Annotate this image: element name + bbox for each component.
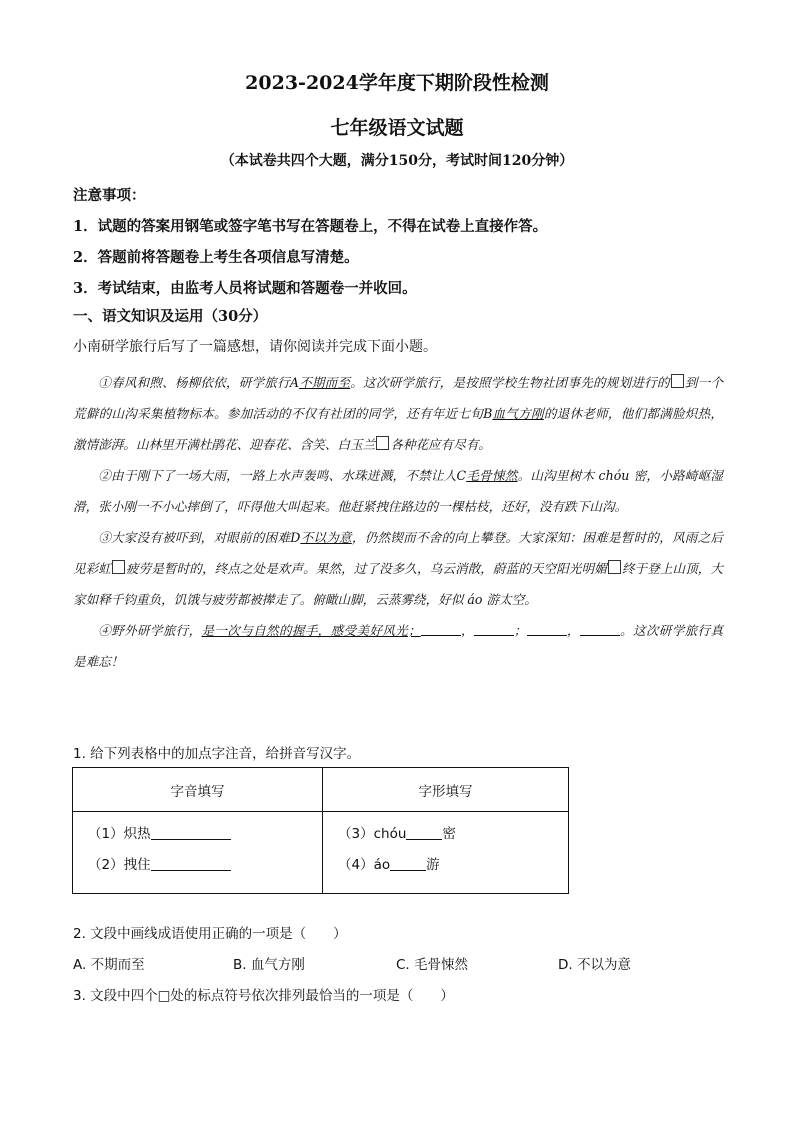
- answer-blank[interactable]: [406, 825, 442, 840]
- punctuation-box: [608, 560, 621, 574]
- item-label: （2）拽住: [88, 857, 151, 873]
- notes-item: 1．试题的答案用钢笔或签字笔书写在答题卷上，不得在试卷上直接作答。: [73, 218, 548, 235]
- passage-text: 。山沟里树木 chóu 密，小路崎岖湿滑，张小刚一不小心摔倒了，吓得他大叫起来。他赶紧拽住路边的一棵枯枝，还好，没有跌下山沟。: [73, 468, 723, 514]
- punctuation-box: [376, 436, 389, 450]
- notes-item: 3．考试结束，由监考人员将试题和答题卷一并收回。: [73, 280, 417, 297]
- idiom-a: 不期而至: [298, 375, 351, 390]
- exam-title: 2023-2024学年度下期阶段性检测: [245, 72, 549, 94]
- passage-paragraph-1: [73, 367, 723, 460]
- item-label: （4）áo: [338, 857, 391, 873]
- underlined-sentence: 是一次与自然的握手，感受美好风光；: [201, 623, 421, 638]
- passage-text: 。这次研学旅行真是难忘！: [73, 623, 724, 669]
- answer-blank[interactable]: [474, 623, 514, 636]
- passage-text: 的退休老师，他们都满脸炽热，激情澎湃。山林里开满杜鹃花、迎春花、含笑、白玉兰: [73, 406, 723, 452]
- passage-text: ，仍然锲而不舍的向上攀登。大家深知：困难是暂时的，风雨之后见彩虹: [73, 530, 724, 576]
- option-a[interactable]: A. 不期而至: [73, 957, 145, 973]
- passage-paragraph-4: ④野外研学旅行，是一次与自然的握手，感受美好风光； ， ； ， 。这次研学旅行真是难忘！: [73, 623, 724, 669]
- table-header-character: 字形填写: [323, 768, 569, 812]
- passage-text: 疲劳是暂时的，终点之处是欢声。果然，过了没多久，乌云消散，蔚蓝的天空阳光明媚: [125, 561, 607, 576]
- punctuation-box: [671, 374, 684, 388]
- answer-blank[interactable]: [421, 623, 461, 636]
- table-header-pronunciation: 字音填写: [73, 768, 323, 812]
- reading-passage: [73, 367, 723, 677]
- option-d[interactable]: D. 不以为意: [558, 957, 631, 973]
- answer-blank[interactable]: [151, 825, 231, 840]
- question-3-stem: 3. 文段中四个□处的标点符号依次排列最恰当的一项是（ ）: [73, 988, 454, 1004]
- pronunciation-cell: [73, 812, 323, 894]
- section-heading: 一、语文知识及运用（30分）: [73, 308, 268, 325]
- idiom-d: 不以为意: [300, 530, 352, 545]
- answer-blank[interactable]: [580, 623, 620, 636]
- passage-text: ②由于刚下了一场大雨，一路上水声轰鸣、水珠迸溅，不禁让人C: [98, 468, 467, 483]
- item-label: 游: [426, 857, 440, 873]
- answer-blank[interactable]: [527, 623, 567, 636]
- item-label: 密: [442, 826, 456, 842]
- option-c[interactable]: C. 毛骨悚然: [396, 957, 469, 973]
- question-2-stem: 2. 文段中画线成语使用正确的一项是（ ）: [73, 926, 347, 942]
- passage-paragraph-3: [73, 522, 723, 615]
- character-item: [324, 850, 567, 881]
- notes-block: [73, 180, 733, 304]
- passage-paragraph-2: [73, 460, 723, 522]
- passage-text: 各种花应有尽有。: [390, 437, 491, 452]
- item-label: （3）chóu: [338, 826, 407, 842]
- passage-text: 到一个荒僻的山沟采集植物标本。参加活动的不仅有社团的同学，还有年近七旬B: [73, 375, 724, 421]
- exam-subtitle: （本试卷共四个大题，满分150分，考试时间120分钟）: [220, 153, 574, 169]
- pronunciation-item: [74, 850, 321, 881]
- idiom-c: 毛骨悚然: [466, 468, 518, 483]
- answer-blank[interactable]: [151, 856, 231, 871]
- pronunciation-item: [74, 819, 321, 850]
- passage-text: 。这次研学旅行，是按照学校生物社团事先的规划进行的: [350, 375, 670, 390]
- character-item: [324, 819, 567, 850]
- passage-text: ④野外研学旅行，: [98, 623, 202, 638]
- character-cell: [323, 812, 569, 894]
- punctuation-box: [112, 560, 125, 574]
- answer-blank[interactable]: [390, 856, 426, 871]
- notes-heading: 注意事项：: [73, 187, 146, 204]
- passage-text: ③大家没有被吓到，对眼前的困难D: [98, 530, 301, 545]
- item-label: （1）炽热: [88, 826, 151, 842]
- passage-text: ①春风和煦、杨柳依依，研学旅行A: [98, 375, 299, 390]
- exam-subject: 七年级语文试题: [330, 117, 464, 139]
- question-1-stem: 1. 给下列表格中的加点字注音，给拼音写汉字。: [73, 746, 361, 762]
- idiom-b: 血气方刚: [492, 406, 544, 421]
- notes-item: 2．答题前将答题卷上考生各项信息写清楚。: [73, 249, 359, 266]
- passage-text: 终于登上山顶，大家如释千钧重负，饥饿与疲劳都被撵走了。俯瞰山脚，云蒸雾绕，好似 áo 游太空。: [73, 561, 724, 607]
- option-b[interactable]: B. 血气方刚: [233, 957, 305, 973]
- question-1-table: [72, 767, 569, 894]
- section-intro: 小南研学旅行后写了一篇感想，请你阅读并完成下面小题。: [73, 339, 437, 355]
